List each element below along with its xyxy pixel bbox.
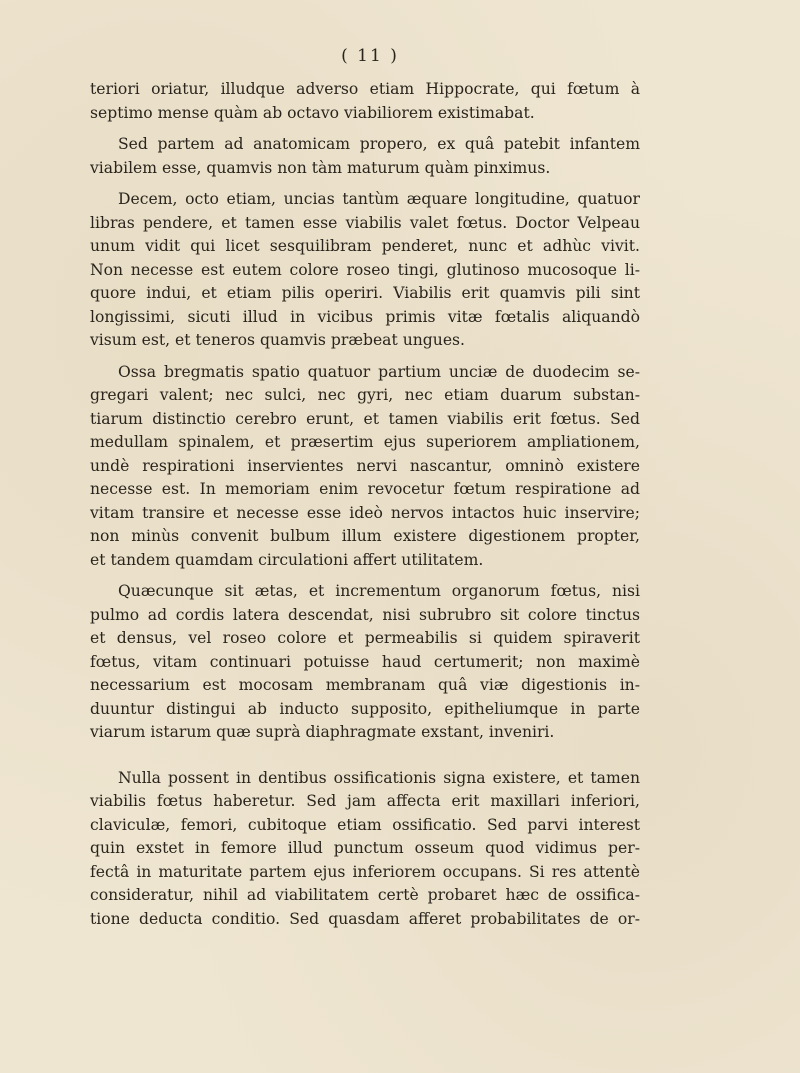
paragraph-line: Nulla possent in dentibus ossificationis signa existere, et tamen <box>118 768 640 787</box>
paragraph-line: quin exstet in femore illud punctum osseum quod vidimus per- <box>90 839 640 857</box>
paragraph-line: libras pendere, et tamen esse viabilis valet fœtus. Doctor Velpeau <box>90 213 640 232</box>
paragraph-line: viarum istarum quæ suprà diaphragmate exstant, inveniri. <box>90 723 555 741</box>
paragraph-line: viabilem esse, quamvis non tàm maturum quàm pinximus. <box>90 158 551 177</box>
paragraph-line: pulmo ad cordis latera descendat, nisi subrubro sit colore tinctus <box>90 605 640 624</box>
paragraph-5 <box>90 580 640 745</box>
paragraph-line: visum est, et teneros quamvis præbeat ungues. <box>90 331 466 349</box>
paragraph-line: teriori oriatur, illudque adverso etiam Hippocrate, qui fœtum à <box>90 80 640 98</box>
paragraph-line: tione deducta conditio. Sed quasdam afferet probabilitates de or- <box>90 909 640 928</box>
paragraph-line: necessarium est mocosam membranam quâ viæ digestionis in- <box>90 676 640 694</box>
paragraph-6 <box>90 767 640 932</box>
paragraph-line: septimo mense quàm ab octavo viabiliorem existimabat. <box>90 103 535 122</box>
paragraph-line: gregari valent; nec sulci, nec gyri, nec etiam duarum substan- <box>90 386 640 404</box>
paragraph-line: Quæcunque sit ætas, et incrementum organorum fœtus, nisi <box>118 582 640 600</box>
paragraph-line: quore indui, et etiam pilis operiri. Viabilis erit quamvis pili sint <box>90 284 640 302</box>
paragraph-line: claviculæ, femori, cubitoque etiam ossificatio. Sed parvi interest <box>90 815 640 834</box>
page-number: ( 11 ) <box>341 46 399 66</box>
paragraph-line: unum vidit qui licet sesquilibram penderet, nunc et adhùc vivit. <box>90 237 640 255</box>
paragraph-line: tiarum distinctio cerebro erunt, et tamen viabilis erit fœtus. Sed <box>90 409 640 428</box>
paragraph-line: non minùs convenit bulbum illum existere digestionem propter, <box>90 527 640 545</box>
body-text <box>90 78 640 931</box>
paragraph-line: medullam spinalem, et præsertim ejus superiorem ampliationem, <box>90 433 640 451</box>
paragraph-line: et densus, vel roseo colore et permeabilis si quidem spiraverit <box>90 629 640 647</box>
paragraph-3 <box>90 188 640 353</box>
paragraph-line: longissimi, sicuti illud in vicibus primis vitæ fœtalis aliquandò <box>90 307 640 326</box>
paragraph-line: consideratur, nihil ad viabilitatem certè probaret hæc de ossifica- <box>90 886 640 904</box>
paragraph-line: vitam transire et necesse esse ideò nervos intactos huic inservire; <box>90 503 640 522</box>
paragraph-line: fœtus, vitam continuari potuisse haud certumerit; non maximè <box>90 652 640 671</box>
paragraph-line: Sed partem ad anatomicam propero, ex quâ patebit infantem <box>118 135 640 153</box>
paragraph-line: duuntur distingui ab inducto supposito, epitheliumque in parte <box>90 699 640 718</box>
paragraph-line: necesse est. In memoriam enim revocetur fœtum respiratione ad <box>90 480 640 498</box>
paragraph-1 <box>90 78 640 125</box>
paragraph-line: et tandem quamdam circulationi affert utilitatem. <box>90 550 484 569</box>
paragraph-line: Non necesse est eutem colore roseo tingi, glutinoso mucosoque li- <box>90 260 640 279</box>
paragraph-line: undè respirationi inservientes nervi nascantur, omninò existere <box>90 456 640 475</box>
paragraph-line: viabilis fœtus haberetur. Sed jam affecta erit maxillari inferiori, <box>90 792 640 810</box>
paragraph-2 <box>90 133 640 180</box>
paragraph-line: fectâ in maturitate partem ejus inferiorem occupans. Si res attentè <box>90 862 640 881</box>
paragraph-line: Ossa bregmatis spatio quatuor partium unciæ de duodecim se- <box>118 362 640 381</box>
paragraph-4 <box>90 361 640 573</box>
paragraph-line: Decem, octo etiam, uncias tantùm æquare longitudine, quatuor <box>118 190 640 208</box>
